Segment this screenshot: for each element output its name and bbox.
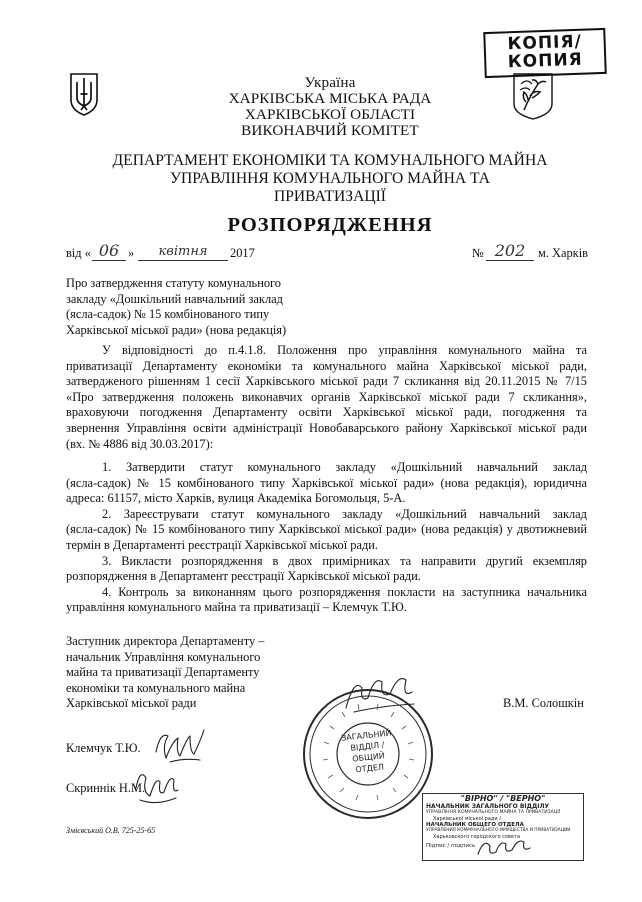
signature-verify xyxy=(474,832,534,862)
order-item xyxy=(66,460,587,507)
subject-line: Про затвердження статуту комунального xyxy=(66,276,281,290)
order-item-line: термін в Департаменті реєстрації Харківської міської ради. xyxy=(66,537,378,552)
copy-stamp xyxy=(483,28,607,78)
preamble-line: «Про затвердження положень виконавчих органів Харківської міської ради 7 скликання», xyxy=(66,389,587,404)
order-item xyxy=(66,585,587,616)
subject-line: закладу «Дошкільний навчальний заклад xyxy=(66,291,283,306)
preamble-line: приватизації Департаменту економіки та комунального майна Харківської міської ради, xyxy=(66,358,587,373)
department-line-1: ДЕПАРТАМЕНТ ЕКОНОМІКИ ТА КОМУНАЛЬНОГО МАЙНА xyxy=(112,152,548,169)
round-stamp-line: ЗАГАЛЬНИЙ xyxy=(340,728,392,743)
signatory-name: В.М. Солошкін xyxy=(503,696,584,710)
preamble-line: У відповідності до п.4.1.8. Положення про управління комунального майна та xyxy=(102,343,587,357)
verify-stamp-line: УПРАВЛЕНИЯ КОММУНАЛЬНОГО ИМУЩЕСТВА И ПРИВАТИЗАЦИИ xyxy=(426,828,571,833)
number-prefix: № xyxy=(472,246,484,260)
signatory-position-line: економіки та комунального майна xyxy=(66,680,246,695)
order-item-line: (ясла-садок) № 15 комбінованого типу Харківської міської ради» (нова редакція) у двотижневий xyxy=(66,522,587,537)
verify-stamp-line: НАЧАЛЬНИК ЗАГАЛЬНОГО ВІДДІЛУ xyxy=(426,803,550,810)
header-council: ХАРКІВСЬКА МІСЬКА РАДА xyxy=(228,90,432,107)
order-item-line: (ясла-садок) № 15 комбінованого типу Харківської міської ради» (нова редакція), юридична xyxy=(66,475,587,490)
order-item-line: управління комунального майна та приватизації – Клемчук Т.Ю. xyxy=(66,600,407,615)
subject-line: Харківської міської ради» (нова редакція) xyxy=(66,322,287,337)
header-committee: ВИКОНАВЧИЙ КОМІТЕТ xyxy=(241,122,419,139)
verify-stamp-line: Харківської міської ради / xyxy=(433,816,501,822)
subject-line: (ясла-садок) № 15 комбінованого типу xyxy=(66,307,270,322)
preamble-line: затвердженого рішенням 1 сесії Харківського міської ради 7 скликання від 20.11.2015 № 7/15 xyxy=(66,374,587,389)
order-item-line: 2. Зареєструвати статут комунального закладу «Дошкільний навчальний заклад xyxy=(102,506,587,521)
number-value: 202 xyxy=(486,241,534,261)
approval-name: Скриннік Н.М. xyxy=(66,781,146,795)
order-item-line: розпорядження в Департамент реєстрації Харківської міської ради. xyxy=(66,569,421,584)
document-title: РОЗПОРЯДЖЕННЯ xyxy=(227,214,433,236)
order-item-line: 4. Контроль за виконанням цього розпорядження покласти на заступника начальника xyxy=(102,584,587,599)
header-region: ХАРКІВСЬКОЇ ОБЛАСТІ xyxy=(244,106,416,123)
signatory-position-line: Заступник директора Департаменту – xyxy=(66,634,265,648)
signatory-position xyxy=(66,634,326,712)
city: м. Харків xyxy=(538,246,588,260)
order-item-line: 1. Затвердити статут комунального закладу «Дошкільний навчальний заклад xyxy=(102,460,587,474)
header-country: Україна xyxy=(304,74,356,91)
preamble xyxy=(66,343,587,452)
verify-stamp-line: НАЧАЛЬНИК ОБЩЕГО ОТДЕЛА xyxy=(426,822,524,828)
date-year: 2017 xyxy=(230,246,255,260)
round-stamp-center xyxy=(336,727,400,777)
date-prefix: від « xyxy=(66,246,91,260)
department-line-2: УПРАВЛІННЯ КОМУНАЛЬНОГО МАЙНА ТА xyxy=(170,170,490,187)
copy-stamp-line1: КОПІЯ/ xyxy=(507,31,583,55)
date-line xyxy=(66,241,606,264)
order-item-line: адреса: 61157, місто Харків, вулиця Академіка Богомольця, 5-А. xyxy=(66,491,406,506)
department-line-3: ПРИВАТИЗАЦІЇ xyxy=(273,188,386,205)
preamble-line: (вх. № 4886 від 30.03.2017): xyxy=(66,436,214,451)
approval-name: Клемчук Т.Ю. xyxy=(66,741,141,755)
subject-block xyxy=(66,276,366,338)
order-items xyxy=(66,460,587,616)
round-stamp-line: ВІДДІЛ / xyxy=(350,740,385,753)
signature-skrynnik xyxy=(130,762,184,808)
date-month: квітня xyxy=(138,243,228,261)
copy-stamp-line2: КОПИЯ xyxy=(507,49,584,73)
signatory-position-line: начальник Управління комунального xyxy=(66,649,261,664)
order-item-line: 3. Викласти розпорядження в двох примірниках та направити другий екземпляр xyxy=(102,553,587,568)
round-stamp-line: ОБЩИЙ ОТДЕЛ xyxy=(351,751,386,775)
preamble-line: звернення Управління освіти адміністрації Новобаварського району Харківської міської ради xyxy=(66,420,587,435)
verify-stamp-line: Харьковского городского совета xyxy=(433,834,521,840)
date-day: 06 xyxy=(92,241,126,261)
signatory-position-line: майна та приватизації Департаменту xyxy=(66,665,260,680)
verify-stamp-line: УПРАВЛІННЯ КОМУНАЛЬНОГО МАЙНА ТА ПРИВАТИЗАЦІЇ xyxy=(426,810,561,815)
signatory-position-line: Харківської міської ради xyxy=(66,696,197,711)
date-sep: » xyxy=(128,246,135,260)
coat-of-arms-icon xyxy=(68,72,100,116)
verify-stamp-line: "ВІРНО" / "ВЕРНО" xyxy=(460,794,546,803)
footer-note: Змієвський О.В. 725-25-65 xyxy=(66,826,156,835)
preamble-line: враховуючи погодження Департаменту освіти Харківської міської ради, погодження та xyxy=(66,405,587,420)
kharkiv-emblem-icon xyxy=(512,72,554,120)
order-item xyxy=(66,507,587,554)
order-item xyxy=(66,554,587,585)
verify-stamp-line: Підпис / подпись xyxy=(426,843,476,849)
